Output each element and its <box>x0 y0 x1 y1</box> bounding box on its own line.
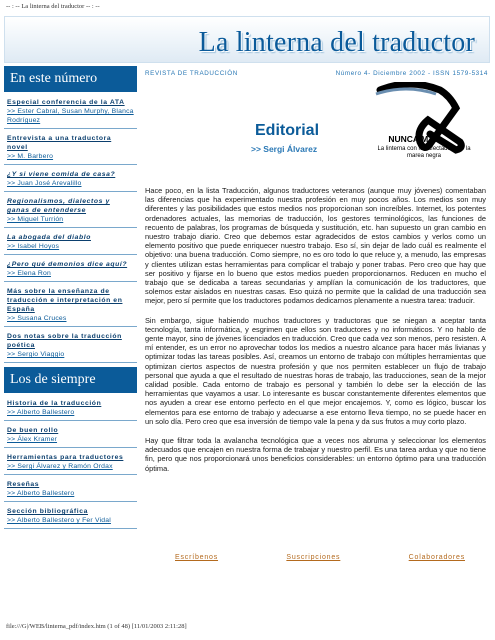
sidebar-author-link[interactable]: >> Alberto Ballestero y Fer Vidal <box>7 517 111 524</box>
sidebar-article-link[interactable]: De buen rollo <box>7 427 59 434</box>
sidebar-item <box>4 478 137 502</box>
sidebar-article-link[interactable]: Especial conferencia de la ATA <box>7 99 125 106</box>
editorial-author: >> Sergi Álvarez <box>251 144 318 154</box>
sidebar-author-link[interactable]: >> Alberto Ballestero <box>7 490 75 497</box>
site-banner <box>4 16 490 63</box>
ribbon-caption: La linterna con los afectados por la marea negra <box>377 146 471 159</box>
sidebar-item <box>4 258 137 282</box>
sidebar-article-link[interactable]: Entrevista a una traductora novel <box>7 135 112 151</box>
sidebar-heading-issue: En este número <box>4 66 137 92</box>
sidebar-article-link[interactable]: Dos notas sobre la traducción poética <box>7 333 122 349</box>
editorial-paragraph: Hay que filtrar toda la avalancha tecnológica que a veces nos abruma y seleccionar los elementos adecuados que encajen en nuestra forma de trabajar y nuestro perfil. Es una tarea ardua y que no tiene fin, pero que nos proporcionará unos beneficios considerables: un entorno óptimo para una traducción óptima. <box>145 436 486 473</box>
escribenos-link[interactable]: Escríbenos <box>175 554 219 561</box>
sidebar-item <box>4 397 137 421</box>
sidebar-article-link[interactable]: Sección bibliográfica <box>7 508 88 515</box>
editorial-paragraph: Hace poco, en la lista Traducción, algunos traductores veteranos (aunque muy jóvenes) comentaban las diferencias que ha experimentado nuestra profesión en muy pocos años. Los medios son muy diferentes y las posibilidades que estos medios nos proporcionan son increíbles. Internet, los potentes ordenadores actuales, las memorias de traducción, los gestores terminológicos, las funciones de recuento de palabras, los programas de búsqueda y sustitución, etc. han supuesto un gran cambio en nuestro trabajo diario. Creo que debemos estar agradecidos de estos cambios y verlos como un elemento positivo que puede enriquecer nuestro trabajo. Eso sí, sin dejar de lado cuál es realmente el objetivo: una buena traducción. Como siempre, no es oro todo lo que reluce y, a menudo, las empresas y clientes utilizan estas herramientas para complicar el trabajo y poner trabas. Pero creo que hay que ser positivo y fijarse en lo bueno que estos medios pueden proporcionarnos. Reducen en mucho el trabajo que se dedicaba a tareas secundarias y amplían la comunicación de los traductores, que solemos estar aislados en nuestras casas. Eso quizá no permite que la calidad de una traducción sea mejor, pero sí permite que los traductores podamos dedicarnos plenamente a nuestra tarea: traducir. <box>145 186 486 306</box>
sidebar-item <box>4 231 137 255</box>
nunca-mas-label: NUNCA MÁS <box>388 134 440 144</box>
sidebar <box>4 66 137 532</box>
sidebar-item <box>4 330 137 363</box>
sidebar-item <box>4 168 137 192</box>
sidebar-article-link[interactable]: Reseñas <box>7 481 40 488</box>
editorial-body <box>145 186 486 483</box>
sidebar-author-link[interactable]: >> Elena Ron <box>7 270 51 277</box>
colaboradores-link[interactable]: Colaboradores <box>408 554 465 561</box>
sidebar-item <box>4 132 137 165</box>
sidebar-article-link[interactable]: Herramientas para traductores <box>7 454 124 461</box>
sidebar-item <box>4 285 137 327</box>
sidebar-article-link[interactable]: Historia de la traducción <box>7 400 102 407</box>
sidebar-author-link[interactable]: >> Sergio Viaggio <box>7 351 65 358</box>
sidebar-article-link[interactable]: ¿Pero qué demonios dice aquí? <box>7 261 128 268</box>
suscripciones-link[interactable]: Suscripciones <box>286 554 341 561</box>
sidebar-item <box>4 451 137 475</box>
sidebar-author-link[interactable]: >> Miguel Turrión <box>7 216 64 223</box>
sidebar-list-issue <box>4 96 137 363</box>
issue-info: Número 4- Diciembre 2002 - ISSN 1579-5314 <box>335 70 488 77</box>
sidebar-article-link[interactable]: Regionalismos, dialectos y ganas de entenderse <box>7 198 110 214</box>
print-footer: file:///G|/WEB/linterna_pdf/index.htm (1 of 48) [11/01/2003 2:11:28] <box>6 623 187 630</box>
sidebar-item <box>4 195 137 228</box>
magazine-info-bar <box>143 66 488 80</box>
main-content <box>143 66 488 561</box>
sidebar-item <box>4 505 137 529</box>
sidebar-article-link[interactable]: Más sobre la enseñanza de traducción e interpretación en España <box>7 288 123 313</box>
sidebar-author-link[interactable]: >> Sergi Álvarez y Ramón Ordax <box>7 463 113 470</box>
editorial-title: Editorial <box>255 122 320 139</box>
editorial-paragraph: Sin embargo, sigue habiendo muchos traductores y traductoras que se niegan a aceptar tanta tecnología, tanta informática, y esgrimen que ellos son traductores y no informáticos. Y no hablo de gente mayor, sino de jóvenes licenciados en traducción. Creo que cada vez son menos, pero resisten. A mí entender, es un error no aprovechar todos los medios a nuestro alcance para hacer más livianas y optimizar todas las tareas posibles. Así, creamos un entorno de trabajo con múltiples herramientas que optimizan ciertos aspectos de nuestra profesión y que nos permiten establecer un flujo de trabajo personal que ayuda a que el resultado de nuestras horas de trabajo, las traducciones, sean de la mejor calidad posible. Cada entorno de trabajo es personal y también lo debe ser la elección de las herramientas que vayamos a usar. Lo interesante es buscar constantemente diferentes elementos que nos ayuden a crear ese entorno perfecto en el que mejor encajemos. Y, como es lógico, buscar los elementos para ese entorno de trabajo y adecuarse a ese entorno lleva tiempo, no se puede hacer en un solo día. Pero creo que esa inversión de tiempo vale la pena y da sus frutos a muy corto plazo. <box>145 315 486 426</box>
site-title: La linterna del traductor <box>198 27 475 58</box>
sidebar-author-link[interactable]: >> Ester Cabral, Susan Murphy, Blanca Rodríguez <box>7 108 134 124</box>
sidebar-heading-regulars: Los de siempre <box>4 367 137 393</box>
sidebar-article-link[interactable]: La abogada del diablo <box>7 234 91 241</box>
sidebar-author-link[interactable]: >> Juan José Arevalillo <box>7 180 82 187</box>
sidebar-author-link[interactable]: >> Álex Kramer <box>7 436 58 443</box>
sidebar-item <box>4 424 137 448</box>
footer-links <box>175 554 465 561</box>
sidebar-author-link[interactable]: >> Susana Cruces <box>7 315 67 322</box>
sidebar-item <box>4 96 137 129</box>
sidebar-author-link[interactable]: >> Isabel Hoyos <box>7 243 60 250</box>
magazine-name: REVISTA DE TRADUCCIÓN <box>145 70 238 77</box>
print-header: -- : -- La linterna del traductor -- : -- <box>6 3 100 10</box>
sidebar-article-link[interactable]: ¿Y si viene comida de casa? <box>7 171 116 178</box>
sidebar-list-regulars <box>4 397 137 529</box>
sidebar-author-link[interactable]: >> Alberto Ballestero <box>7 409 75 416</box>
sidebar-author-link[interactable]: >> M. Barbero <box>7 153 54 160</box>
